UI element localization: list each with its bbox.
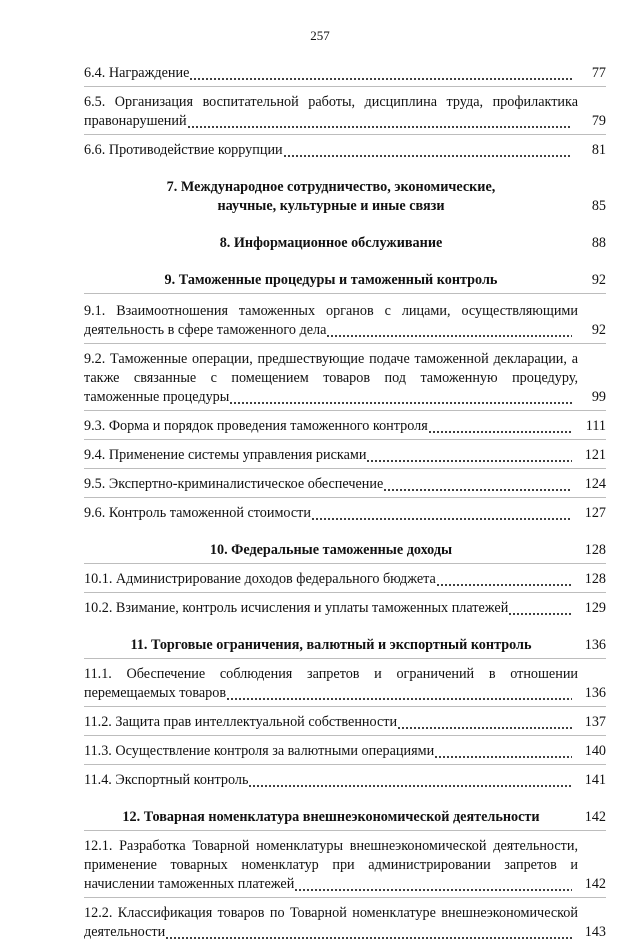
toc-entry-page: 140	[584, 743, 606, 759]
dot-leader	[436, 570, 572, 589]
toc-section-heading[interactable]	[84, 178, 606, 216]
toc-entry-page: 92	[591, 322, 606, 338]
toc-section-heading[interactable]	[84, 541, 606, 560]
toc-entry-page: 77	[591, 65, 606, 81]
toc-entry[interactable]	[84, 302, 606, 340]
dot-leader	[434, 742, 572, 761]
toc-entry-title: 9.5. Экспертно-криминалистическое обеспечение	[84, 476, 384, 492]
divider	[84, 764, 606, 765]
toc-entry[interactable]	[84, 837, 606, 894]
dot-leader	[508, 599, 572, 618]
divider	[84, 134, 606, 135]
toc-entry-page: 137	[584, 714, 606, 730]
toc-entry-page: 99	[591, 389, 606, 405]
toc-entry-title: 9.2. Таможенные операции, предшествующие подаче таможенной декларации, а также связанные с помещением товаров под таможенную процедуру, таможенные процедуры	[84, 351, 578, 405]
toc-section-heading[interactable]	[84, 271, 606, 290]
toc-entry-title: 10.1. Администрирование доходов федерального бюджета	[84, 571, 436, 587]
toc-entry-page: 111	[585, 418, 606, 434]
divider	[84, 439, 606, 440]
divider	[84, 410, 606, 411]
dot-leader	[189, 64, 572, 83]
toc-entry-page: 121	[584, 447, 606, 463]
dot-leader	[366, 446, 572, 465]
toc-entry-title: 12.2. Классификация товаров по Товарной номенклатуре внешнеэкономической деятельности	[84, 905, 578, 940]
divider	[84, 830, 606, 831]
dot-leader	[383, 475, 572, 494]
section-title-line-1: 11. Торговые ограничения, валютный и экспортный контроль	[130, 637, 532, 653]
dot-leader	[326, 321, 572, 340]
dot-leader	[294, 875, 572, 894]
toc-section-heading[interactable]	[84, 808, 606, 827]
dot-leader	[226, 684, 572, 703]
toc-entry-page: 88	[591, 235, 606, 251]
toc-entry-page: 79	[591, 113, 606, 129]
toc-entry[interactable]	[84, 350, 606, 407]
toc-entry-title: 11.3. Осуществление контроля за валютными операциями	[84, 743, 435, 759]
toc-entry[interactable]	[84, 417, 606, 436]
section-title-line-1: 10. Федеральные таможенные доходы	[209, 542, 453, 558]
toc-entry[interactable]	[84, 904, 606, 942]
divider	[84, 293, 606, 294]
toc-entry[interactable]	[84, 713, 606, 732]
toc-entry-title: 9.1. Взаимоотношения таможенных органов с лицами, осуществляющими деятельность в сфере таможенного дела	[84, 303, 578, 338]
toc-entry-page: 136	[584, 637, 606, 653]
toc-entry-page: 129	[584, 600, 606, 616]
section-title-line-2: научные, культурные и иные связи	[217, 198, 445, 214]
toc-entry-title: 11.4. Экспортный контроль	[84, 772, 249, 788]
toc-entry[interactable]	[84, 446, 606, 465]
toc-entry-page: 143	[584, 924, 606, 940]
toc-entry-title: 10.2. Взимание, контроль исчисления и уплаты таможенных платежей	[84, 600, 509, 616]
toc-entry-page: 141	[584, 772, 606, 788]
divider	[84, 658, 606, 659]
toc-entry-title: 12.1. Разработка Товарной номенклатуры внешнеэкономической деятельности, применение товарных номенклатур при администрировании запретов и начислении таможенных платежей	[84, 838, 578, 892]
dot-leader	[165, 923, 572, 942]
divider	[84, 86, 606, 87]
toc-entry-title: 6.6. Противодействие коррупции	[84, 142, 283, 158]
toc-entry[interactable]	[84, 771, 606, 790]
dot-leader	[229, 388, 572, 407]
divider	[84, 497, 606, 498]
dot-leader	[248, 771, 572, 790]
toc-entry-page: 136	[584, 685, 606, 701]
toc-entry-title: 11.1. Обеспечение соблюдения запретов и ограничений в отношении перемещаемых товаров	[84, 666, 578, 701]
divider	[84, 592, 606, 593]
toc-entry-page: 85	[591, 198, 606, 214]
toc-entry-page: 142	[584, 809, 606, 825]
section-title-line-1: 7. Международное сотрудничество, экономические,	[166, 179, 496, 195]
divider	[84, 563, 606, 564]
section-title-line-1: 9. Таможенные процедуры и таможенный контроль	[164, 272, 498, 288]
page-number: 257	[310, 28, 330, 43]
dot-leader	[311, 504, 572, 523]
dot-leader	[187, 112, 572, 131]
dot-leader	[283, 141, 572, 160]
toc-entry[interactable]	[84, 665, 606, 703]
toc-entry[interactable]	[84, 93, 606, 131]
toc-entry-page: 142	[584, 876, 606, 892]
toc-entry[interactable]	[84, 475, 606, 494]
toc-entry-page: 128	[584, 542, 606, 558]
toc-entry[interactable]	[84, 504, 606, 523]
toc-entry-title: 9.3. Форма и порядок проведения таможенного контроля	[84, 418, 428, 434]
toc-entry[interactable]	[84, 599, 606, 618]
toc-entry-page: 127	[584, 505, 606, 521]
toc-entry[interactable]	[84, 742, 606, 761]
toc-entry-page: 124	[584, 476, 606, 492]
section-title-line-1: 12. Товарная номенклатура внешнеэкономической деятельности	[122, 809, 540, 825]
toc-entry-title: 6.4. Награждение	[84, 65, 190, 81]
section-title-line-1: 8. Информационное обслуживание	[219, 235, 443, 251]
toc-entry-title: 9.4. Применение системы управления рисками	[84, 447, 367, 463]
table-of-contents	[84, 64, 606, 942]
divider	[84, 897, 606, 898]
toc-section-heading[interactable]	[84, 636, 606, 655]
toc-entry-page: 92	[591, 272, 606, 288]
dot-leader	[428, 417, 572, 436]
toc-entry-title: 11.2. Защита прав интеллектуальной собственности	[84, 714, 398, 730]
dot-leader	[397, 713, 572, 732]
toc-entry[interactable]	[84, 570, 606, 589]
divider	[84, 343, 606, 344]
toc-section-heading[interactable]	[84, 234, 606, 253]
toc-entry-page: 81	[591, 142, 606, 158]
toc-entry-title: 6.5. Организация воспитательной работы, дисциплина труда, профилактика правонарушений	[84, 94, 578, 129]
divider	[84, 735, 606, 736]
toc-entry[interactable]	[84, 64, 606, 83]
divider	[84, 468, 606, 469]
toc-entry-title: 9.6. Контроль таможенной стоимости	[84, 505, 311, 521]
toc-entry[interactable]	[84, 141, 606, 160]
toc-entry-page: 128	[584, 571, 606, 587]
divider	[84, 706, 606, 707]
